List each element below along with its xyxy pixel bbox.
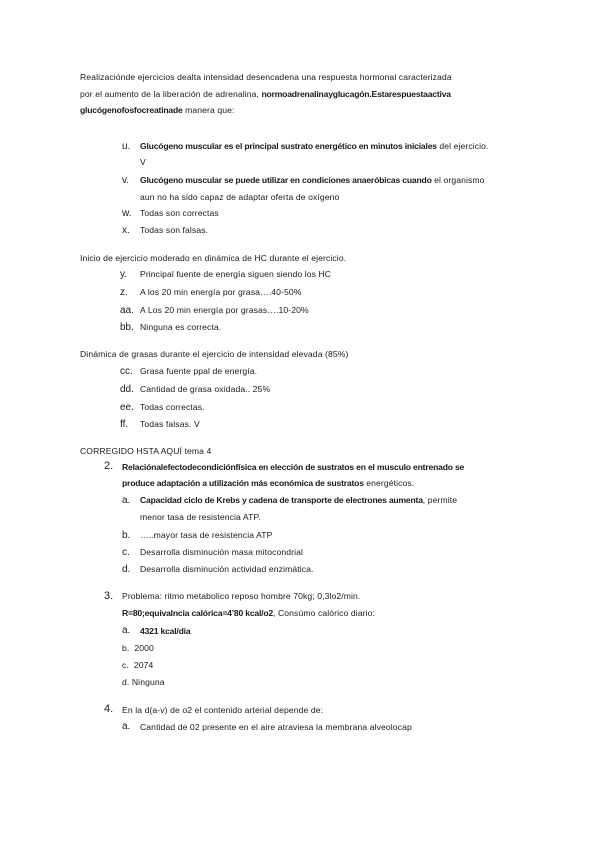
option-2a-bold: Capacidad ciclo de Krebs y cadena de transporte de electrones aumenta bbox=[140, 495, 423, 505]
option-x: Todas son falsas. bbox=[140, 225, 209, 235]
option-label: c. bbox=[122, 547, 130, 558]
option-label: aa. bbox=[120, 305, 134, 316]
option-label: bb. bbox=[120, 322, 134, 333]
intro-line-2-plain: por el aumento de la liberación de adrenalina, bbox=[80, 89, 262, 99]
intro-line-2-bold: normoadrenalinayglucagón.Estarespuestaactiva bbox=[261, 89, 451, 99]
option-label: b. bbox=[122, 643, 130, 653]
option-3c-text: 2074 bbox=[133, 660, 154, 670]
option-v bbox=[140, 175, 485, 186]
question-3-line-2-plain: , Consúmo calórico diario: bbox=[273, 608, 375, 618]
option-u-line-2: V bbox=[140, 157, 146, 167]
option-label: v. bbox=[122, 175, 130, 186]
question-2-number: 2. bbox=[104, 460, 114, 472]
option-dd: Cantidad de grasa oxidada.. 25% bbox=[140, 384, 271, 394]
option-v-line-2: aun no ha sido capaz de adaptar oferta de oxígeno bbox=[140, 192, 340, 202]
question-2-line-1-bold: Relaciónalefectodecondiciónfísica en elección de sustratos en el musculo entrenado se bbox=[122, 462, 465, 472]
option-label: u. bbox=[122, 141, 131, 152]
option-ee: Todas correctas. bbox=[140, 402, 205, 412]
option-w: Todas son correctas bbox=[140, 208, 219, 218]
question-2-line-1 bbox=[122, 462, 464, 473]
option-bb: Ninguna es correcta. bbox=[140, 322, 222, 332]
question-2-line-2-bold: produce adaptación a utilización más económica de sustratos bbox=[122, 478, 364, 488]
option-label: ee. bbox=[120, 402, 134, 413]
option-label: ff. bbox=[120, 419, 129, 430]
intro-line-3 bbox=[80, 105, 234, 116]
intro-line-1: Realizaciónde ejercicios dealta intensidad desencadena una respuesta hormonal caracterizada bbox=[80, 72, 452, 82]
option-2a bbox=[140, 495, 457, 506]
option-u-plain: del ejercicio. bbox=[436, 141, 489, 151]
option-2a-plain: , permite bbox=[422, 495, 458, 505]
intro-line-3-plain: manera que: bbox=[182, 105, 235, 115]
option-aa: A Los 20 min energía por grasas….10-20% bbox=[140, 305, 309, 315]
option-label: b. bbox=[122, 530, 131, 541]
question-2-line-2-plain: energéticos. bbox=[363, 478, 415, 488]
corrected-marker: CORREGIDO HSTA AQUÍ tema 4 bbox=[80, 446, 212, 456]
question-3-line-2-bold: R=80;equivalncia calórica=4’80 kcal/o2 bbox=[122, 608, 274, 618]
intro-line-2 bbox=[80, 89, 451, 100]
option-label: a. bbox=[122, 625, 131, 636]
option-y: Principal fuente de energía siguen siendo los HC bbox=[140, 269, 332, 279]
option-label: w. bbox=[122, 208, 132, 219]
question-2-line-2 bbox=[122, 478, 414, 489]
option-3d-text: Ninguna bbox=[131, 677, 165, 687]
question-3-number: 3. bbox=[104, 590, 114, 602]
option-label: x. bbox=[122, 225, 130, 236]
option-3b bbox=[122, 643, 154, 654]
option-ff: Todas falsas. V bbox=[140, 419, 200, 429]
option-label: z. bbox=[120, 287, 128, 298]
intro-line-3-bold: glucógenofosfocreatinade bbox=[80, 105, 183, 115]
option-2c: Desarrolla disminución masa mitocondrial bbox=[140, 547, 304, 557]
option-label: a. bbox=[122, 495, 131, 506]
option-3c bbox=[122, 660, 153, 671]
option-label: dd. bbox=[120, 384, 134, 395]
question-fat-stem: Dinámica de grasas durante el ejercicio de intensidad elevada (85%) bbox=[80, 349, 349, 359]
option-label: d. bbox=[122, 564, 131, 575]
option-2d: Desarrolla disminución actividad enzimática. bbox=[140, 564, 314, 574]
option-4a: Cantidad de 02 presente en el aire atraviesa la membrana alveolocap bbox=[140, 722, 412, 732]
option-label: y. bbox=[120, 269, 128, 280]
option-v-plain: el organismo bbox=[431, 175, 485, 185]
question-moderate-stem: Inicio de ejercicio moderado en dinámica de HC durante el ejercicio. bbox=[80, 253, 347, 263]
option-label: d. bbox=[122, 677, 130, 687]
option-3a-bold: 4321 kcal/dia bbox=[140, 626, 191, 636]
option-3d bbox=[122, 677, 165, 688]
option-3a bbox=[140, 626, 190, 637]
option-u bbox=[140, 141, 489, 152]
option-v-bold: Glucógeno muscular se puede utilizar en condiciones anaeróbicas cuando bbox=[140, 175, 432, 185]
question-4-number: 4. bbox=[104, 703, 114, 715]
option-label: c. bbox=[122, 660, 129, 670]
option-2b: …..mayor tasa de resistencia ATP bbox=[140, 530, 273, 540]
question-3-line-1: Problema: ritmo metabolico reposo hombre 70kg; 0,3lo2/min. bbox=[122, 591, 361, 601]
question-4-stem: En la d(a-v) de o2 el contenido arterial depende de: bbox=[122, 705, 324, 715]
option-label: a. bbox=[122, 721, 131, 732]
option-z: A los 20 min energía por grasa….40-50% bbox=[140, 287, 302, 297]
option-3b-text: 2000 bbox=[134, 643, 154, 653]
question-3-line-2 bbox=[122, 608, 375, 619]
option-cc: Grasa fuente ppal de energía. bbox=[140, 366, 258, 376]
option-u-bold: Glucógeno muscular es el principal sustrato energético en minutos iniciales bbox=[140, 141, 437, 151]
option-label: cc. bbox=[120, 366, 133, 377]
option-2a-line-2: menor tasa de resistencia ATP. bbox=[140, 512, 261, 522]
